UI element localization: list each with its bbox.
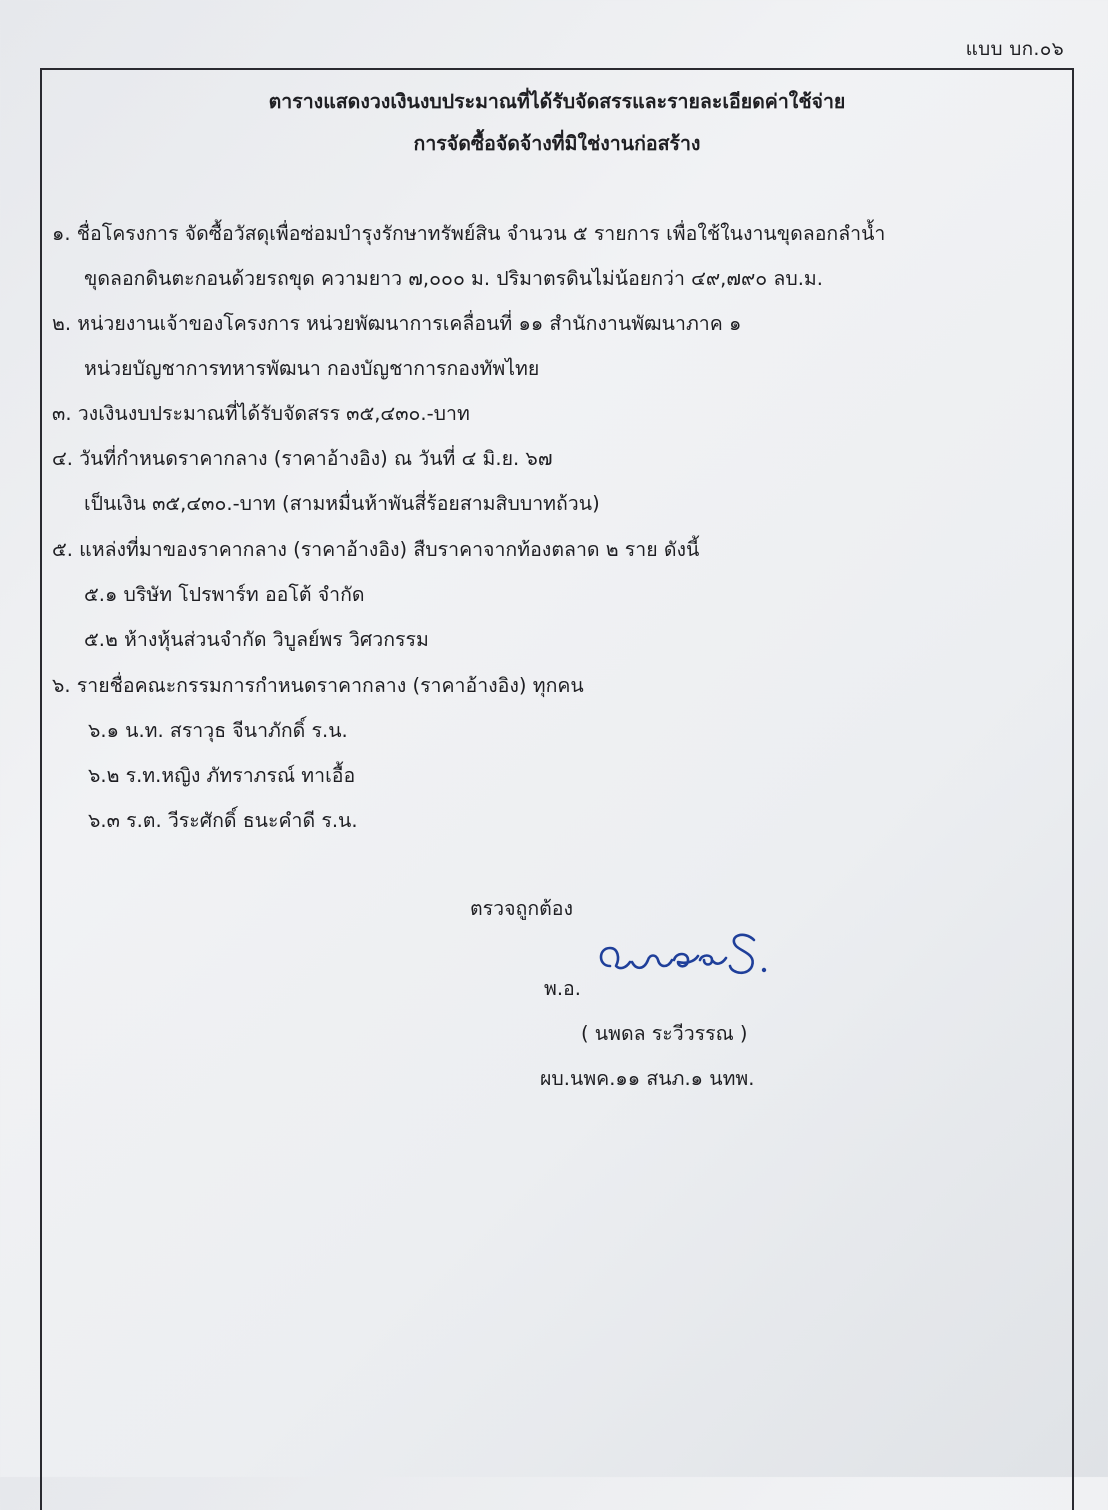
item-5-1: ๕.๑ บริษัท โปรพาร์ท ออโต้ จำกัด	[84, 583, 365, 606]
signatory-position: ผบ.นพค.๑๑ สนภ.๑ นทพ.	[540, 1067, 755, 1090]
document-title-line1: ตารางแสดงวงเงินงบประมาณที่ได้รับจัดสรรและรายละเอียดค่าใช้จ่าย	[268, 90, 846, 113]
item-5-2: ๕.๒ ห้างหุ้นส่วนจำกัด วิบูลย์พร วิศวกรรม	[84, 628, 429, 651]
item-6-3: ๖.๓ ร.ต. วีระศักดิ์ ธนะคำดี ร.น.	[88, 809, 358, 832]
item-6: ๖. รายชื่อคณะกรรมการกำหนดราคากลาง (ราคาอ้างอิง) ทุกคน	[52, 674, 584, 697]
document-title-line2: การจัดซื้อจัดจ้างที่มิใช่งานก่อสร้าง	[413, 132, 701, 155]
signature-rank: พ.อ.	[544, 977, 581, 1000]
signatory-name: ( นพดล ระวีวรรณ )	[581, 1022, 748, 1045]
item-6-2: ๖.๒ ร.ท.หญิง ภัทราภรณ์ ทาเอื้อ	[88, 764, 356, 787]
item-2-line-1: ๒. หน่วยงานเจ้าของโครงการ หน่วยพัฒนาการเคลื่อนที่ ๑๑ สำนักงานพัฒนาภาค ๑	[52, 312, 742, 335]
form-code: แบบ บก.๐๖	[965, 38, 1064, 60]
item-2-line-2: หน่วยบัญชาการทหารพัฒนา กองบัญชาการกองทัพไทย	[84, 357, 540, 380]
item-6-1: ๖.๑ น.ท. สราวุธ จีนาภักดิ์ ร.น.	[88, 719, 348, 742]
verified-label: ตรวจถูกต้อง	[470, 897, 574, 920]
item-4-line-1: ๔. วันที่กำหนดราคากลาง (ราคาอ้างอิง) ณ วันที่ ๔ มิ.ย. ๖๗	[52, 447, 553, 470]
item-1-line-2: ขุดลอกดินตะกอนด้วยรถขุด ความยาว ๗,๐๐๐ ม. ปริมาตรดินไม่น้อยกว่า ๔๙,๗๙๐ ลบ.ม.	[84, 267, 823, 290]
item-1-line-1: ๑. ชื่อโครงการ จัดซื้อวัสดุเพื่อซ่อมบำรุงรักษาทรัพย์สิน จำนวน ๕ รายการ เพื่อใช้ในงานขุดลอกลำน้ำ	[52, 222, 886, 245]
item-5: ๕. แหล่งที่มาของราคากลาง (ราคาอ้างอิง) สืบราคาจากท้องตลาด ๒ ราย ดังนี้	[52, 538, 700, 561]
item-4-line-2: เป็นเงิน ๓๕,๔๓๐.-บาท (สามหมื่นห้าพันสี่ร้อยสามสิบบาทถ้วน)	[84, 492, 600, 515]
handwritten-signature	[596, 926, 776, 986]
item-3: ๓. วงเงินงบประมาณที่ได้รับจัดสรร ๓๕,๔๓๐.-บาท	[52, 402, 470, 425]
